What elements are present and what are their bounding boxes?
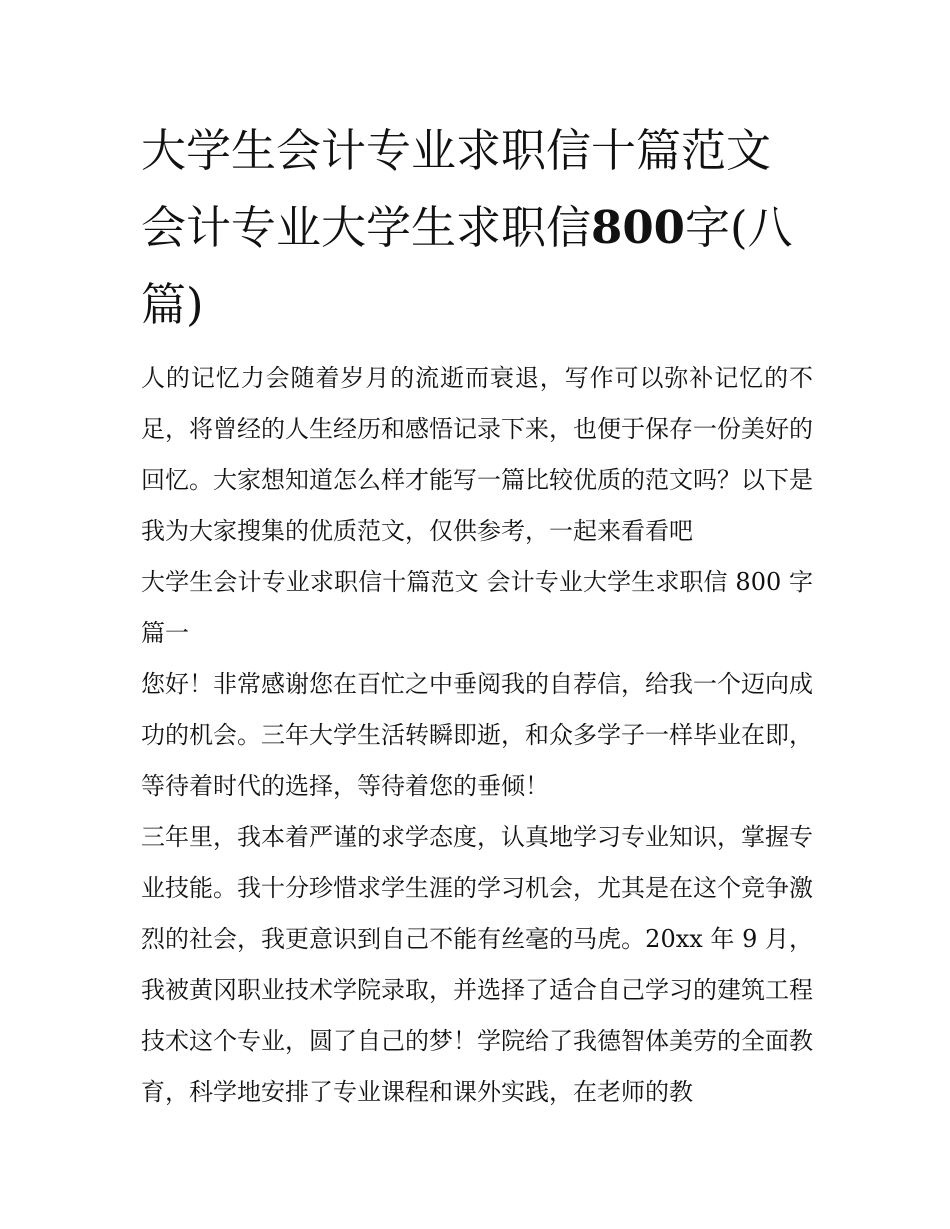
title-number: 800 [591, 201, 685, 254]
body-paragraph: 三年里，我本着严谨的求学态度，认真地学习专业知识，掌握专业技能。我十分珍惜求学生涯的学习机会，尤其是在这个竞争激烈的社会，我更意识到自己不能有丝毫的马虎。20xx 年 9 月，我被黄冈职业技术学院录取，并选择了适合自己学习的建筑工程技术这个专业，圆了自己的梦！学院给了我德智体美劳的全面教育，科学地安排了专业课程和课外实践，在老师的教 [141, 823, 813, 1106]
section-heading: 大学生会计专业求职信十篇范文 会计专业大学生求职信 800 字篇一 [141, 568, 813, 647]
document-page [141, 112, 813, 1118]
greeting-paragraph: 您好！非常感谢您在百忙之中垂阅我的自荐信，给我一个迈向成功的机会。三年大学生活转瞬即逝，和众多学子一样毕业在即，等待着时代的选择，等待着您的垂倾！ [141, 670, 813, 800]
title-text-part2: 字(八篇) [141, 201, 793, 331]
title-text-part1: 大学生会计专业求职信十篇范文 会计专业大学生求职信 [141, 124, 772, 254]
intro-paragraph: 人的记忆力会随着岁月的流逝而衰退，写作可以弥补记忆的不足，将曾经的人生经历和感悟记录下来，也便于保存一份美好的回忆。大家想知道怎么样才能写一篇比较优质的范文吗？以下是我为大家搜集的优质范文，仅供参考，一起来看看吧 [141, 364, 813, 545]
document-title [141, 112, 813, 343]
